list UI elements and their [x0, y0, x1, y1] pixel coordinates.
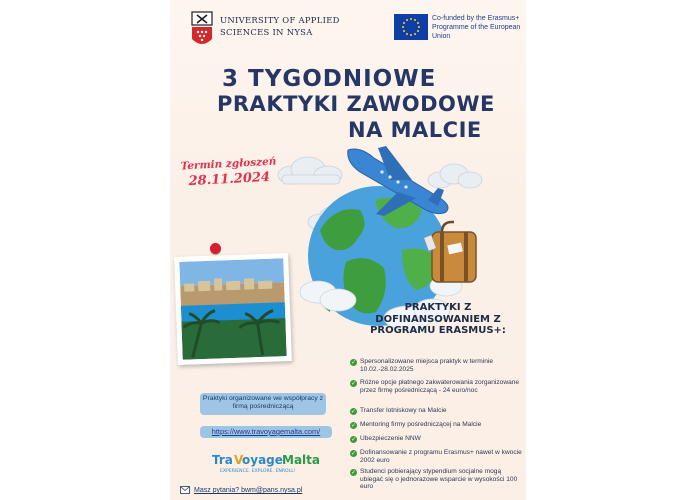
check-icon: ✓: [350, 436, 357, 443]
check-icon: ✓: [350, 469, 357, 476]
title-line-3: NA MALCIE: [348, 118, 482, 142]
eu-cofunded-text: Co-funded by the Erasmus+ Programme of the European Union: [432, 15, 521, 40]
malta-photo: [174, 253, 292, 365]
svg-text:Tra: Tra: [212, 453, 233, 467]
contact-email[interactable]: Masz pytania? bwm@pans.nysa.pl: [194, 487, 303, 494]
svg-text:Malta: Malta: [282, 453, 320, 467]
erasmus-heading: PRAKTYKI Z DOFINANSOWANIEM Z PROGRAMU ERASMUS+:: [370, 302, 506, 336]
university-crest-icon: [190, 11, 214, 49]
title-line-1: 3 TYGODNIOWE: [222, 66, 437, 92]
svg-text:V: V: [234, 453, 244, 467]
eu-flag-icon: [394, 14, 428, 40]
poster: UNIVERSITY OF APPLIED SCIENCES IN NYSA Co-funded by the Erasmus+ Programme of the European Union 3 TYGODNIOWE PRAKTYKI ZAWODOWE NA MALCIE Termin zgłoszeń 28.11.2024 PRAKTYKI Z DOFINANSOWANIEM Z PROGRAMU ERASMUS+: ✓ Spersonalizowane miejsca praktyk w terminie 10.02.-28.02.2025 ✓ Różne opcje płatnego zakwaterowania zorganizowane przez firmę pośredniczącą - 24 euro/noc ✓ Transfer lotniskowy na Malcie ✓ Mentoring firmy pośredniczącej na Malcie ✓ Ubezpieczenie NNW ✓ Dofinansowanie z programu Erasmus+ nawet w kwocie 2002 euro ✓ Studenci pobierający stypendium socjalne mogą ubiegać się o jednorazowe wsparcie w wysokości 100 euro Praktyki organizowane we współpracy z firmą pośredniczącą https://www.travoyagemalta.com/ Tra V oyage Malta EXPERIENCE. EXPLORE. ENROLL! Masz pytania? bwm@pans.nysa.pl: [170, 0, 526, 500]
cloud-icon: [278, 157, 342, 184]
organization-note: Praktyki organizowane we współpracy z firmą pośredniczącą: [200, 393, 326, 415]
check-icon: ✓: [350, 408, 357, 415]
website-link[interactable]: https://www.travoyagemalta.com/: [200, 426, 332, 438]
university-name: UNIVERSITY OF APPLIED SCIENCES IN NYSA: [220, 15, 340, 37]
check-icon: ✓: [350, 359, 357, 366]
check-icon: ✓: [350, 380, 357, 387]
check-icon: ✓: [350, 450, 357, 457]
travoyage-logo: [210, 450, 330, 476]
svg-text:EXPERIENCE. EXPLORE. ENROLL!: EXPERIENCE. EXPLORE. ENROLL!: [220, 469, 296, 474]
check-icon: ✓: [350, 422, 357, 429]
svg-text:oyage: oyage: [242, 453, 283, 467]
deadline-label: Termin zgłoszeń: [180, 155, 277, 173]
title-line-2: PRAKTYKI ZAWODOWE: [217, 92, 495, 116]
pushpin-icon: [210, 243, 221, 254]
deadline-date: 28.11.2024: [188, 169, 271, 190]
